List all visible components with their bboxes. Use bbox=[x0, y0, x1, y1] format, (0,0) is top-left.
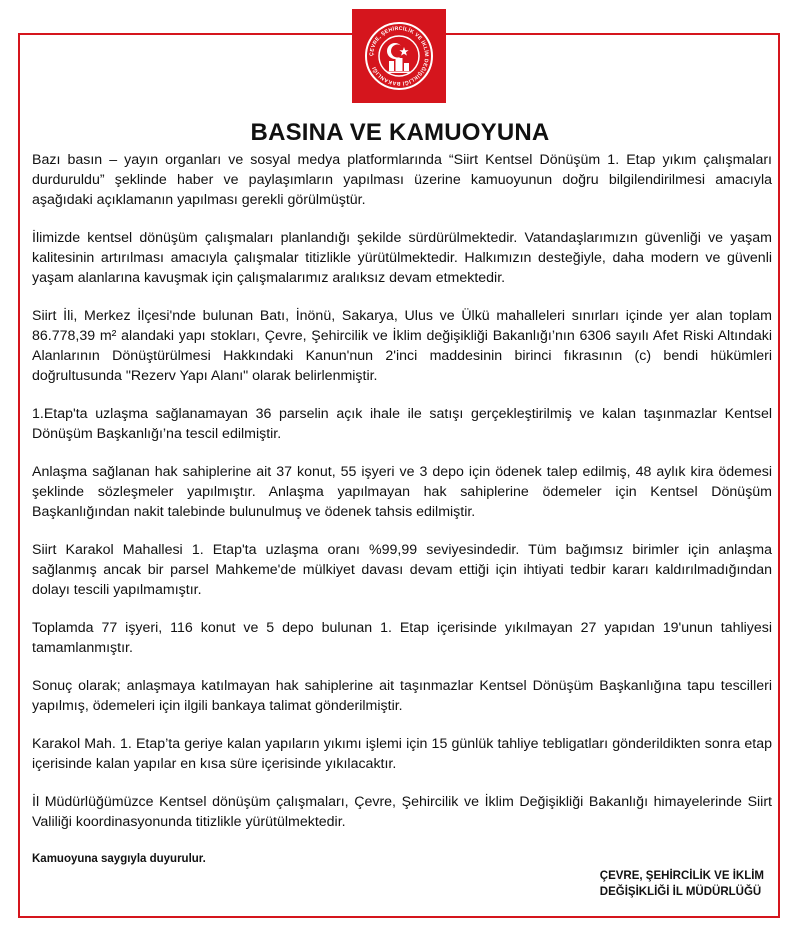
press-release-body bbox=[32, 150, 772, 850]
logo-badge bbox=[352, 9, 446, 103]
paragraph: Siirt Karakol Mahallesi 1. Etap'ta uzlaşma oranı %99,99 seviyesindedir. Tüm bağımsız birimler için anlaşma sağlanmış ancak bir parsel Mahkeme'de mülkiyet davası devam ettiği için ihtiyati tedbir kararı kaldırılmadığından dolayı tescili yapılmamıştır. bbox=[32, 542, 772, 598]
signoff-text: Kamuoyuna saygıyla duyurulur. bbox=[32, 853, 206, 865]
paragraph: Sonuç olarak; anlaşmaya katılmayan hak sahiplerine ait taşınmazlar Kentsel Dönüşüm Başkanlığına tapu tescilleri yapılmış, ödemeleri için ilgili bankaya talimat gönderilmiştir. bbox=[32, 678, 772, 714]
paragraph: Anlaşma sağlanan hak sahiplerine ait 37 konut, 55 işyeri ve 3 depo için ödenek talep edilmiş, 48 aylık kira ödemesi şeklinde sözleşmeler yapılmıştır. Anlaşma yapılmayan hak sahiplerine ödemeler için Kentsel Dönüşüm Başkanlığından nakit talebinde bulunulmuş ve ödenek tahsis edilmiştir. bbox=[32, 464, 772, 520]
svg-text:ÇEVRE, ŞEHİRCİLİK VE İKLİM DEĞ: ÇEVRE, ŞEHİRCİLİK VE İKLİM DEĞİŞİKLİĞİ BAKANLIĞI bbox=[368, 25, 430, 87]
paragraph: Toplamda 77 işyeri, 116 konut ve 5 depo bulunan 1. Etap içerisinde yıkılmayan 27 yapıdan 19'unun tahliyesi tamamlanmıştır. bbox=[32, 620, 772, 656]
paragraph: Karakol Mah. 1. Etap’ta geriye kalan yapıların yıkımı işlemi için 15 günlük tahliye tebligatları gönderildikten sonra etap içerisinde kalan yapılar en kısa süre içerisinde yıkılacaktır. bbox=[32, 736, 772, 772]
paragraph: Bazı basın – yayın organları ve sosyal medya platformlarında “Siirt Kentsel Dönüşüm 1. Etap yıkım çalışmaları durduruldu” şeklinde haber ve paylaşımların yapılması üzerine kamuoyunun doğru bilgilendirilmesi amacıyla aşağıdaki açıklamanın yapılması gerekli görülmüştür. bbox=[32, 152, 772, 208]
paragraph: İl Müdürlüğümüzce Kentsel dönüşüm çalışmaları, Çevre, Şehircilik ve İklim Değişikliği Bakanlığı himayelerinde Siirt Valiliği koordinasyonunda titizlikle yürütülmektedir. bbox=[32, 794, 772, 830]
ministry-seal-icon bbox=[364, 21, 434, 91]
signature-line: DEĞİŞİKLİĞİ İL MÜDÜRLÜĞÜ bbox=[599, 886, 762, 898]
signature-block bbox=[600, 868, 764, 900]
paragraph: İlimizde kentsel dönüşüm çalışmaları planlandığı şekilde sürdürülmektedir. Vatandaşlarımızın güvenliği ve yaşam kalitesinin artırılması amacıyla çalışmalar titizlikle yürütülmektedir. Halkımızın desteğiyle, daha modern ve güvenli yaşam alanlarına kavuşmak için çalışmalarımız aralıksız devam etmektedir. bbox=[32, 230, 772, 286]
signature-line: ÇEVRE, ŞEHİRCİLİK VE İKLİM bbox=[599, 870, 764, 882]
paragraph: 1.Etap'ta uzlaşma sağlanamayan 36 parselin açık ihale ile satışı gerçekleştirilmiş ve kalan taşınmazlar Kentsel Dönüşüm Başkanlığı’na tescil edilmiştir. bbox=[32, 406, 772, 442]
page-title: BASINA VE KAMUOYUNA bbox=[250, 119, 550, 146]
paragraph: Siirt İli, Merkez İlçesi'nde bulunan Batı, İnönü, Sakarya, Ulus ve Ülkü mahalleleri sınırları içinde yer alan toplam 86.778,39 m² alandaki yapı stokları, Çevre, Şehircilik ve İklim değişikliği Bakanlığı’nın 6306 sayılı Afet Riski Altındaki Alanlarının Dönüştürülmesi Hakkındaki Kanun'nun 2'inci maddesinin birinci fıkrasının (c) bendi hükümleri doğrultusunda "Rezerv Yapı Alanı" olarak belirlenmiştir. bbox=[32, 308, 772, 384]
